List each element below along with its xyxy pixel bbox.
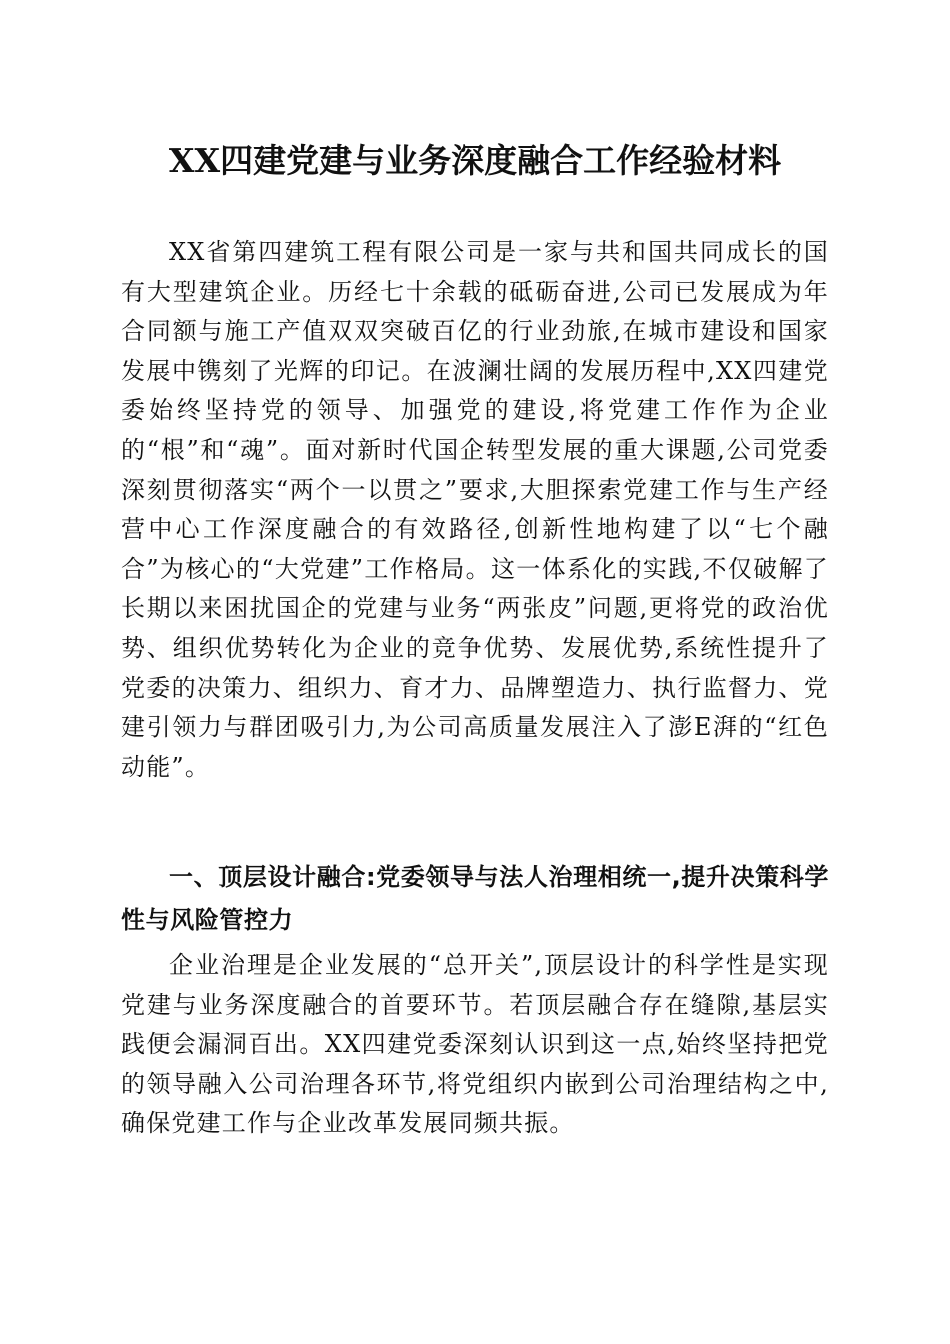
section-paragraph: 企业治理是企业发展的“总开关”,顶层设计的科学性是实现党建与业务深度融合的首要环节。若顶层融合存在缝隙,基层实践便会漏洞百出。XX四建党委深刻认识到这一点,始终坚持把党的领导融入公司治理各环节,将党组织内嵌到公司治理结构之中,确保党建工作与企业改革发展同频共振。 [121,951,829,1138]
section-heading: 一、顶层设计融合:党委领导与法人治理相统一,提升决策科学性与风险管控力 [121,863,829,934]
document-title: XX四建党建与业务深度融合工作经验材料 [168,141,782,180]
intro-paragraph: XX省第四建筑工程有限公司是一家与共和国共同成长的国有大型建筑企业。历经七十余载的砥砺奋进,公司已发展成为年合同额与施工产值双双突破百亿的行业劲旅,在城市建设和国家发展中镌刻了光辉的印记。在波澜壮阔的发展历程中,XX四建党委始终坚持党的领导、加强党的建设,将党建工作作为企业的“根”和“魂”。面对新时代国企转型发展的重大课题,公司党委深刻贯彻落实“两个一以贯之”要求,大胆探索党建工作与生产经营中心工作深度融合的有效路径,创新性地构建了以“七个融合”为核心的“大党建”工作格局。这一体系化的实践,不仅破解了长期以来困扰国企的党建与业务“两张皮”问题,更将党的政治优势、组织优势转化为企业的竞争优势、发展优势,系统性提升了党委的决策力、组织力、育才力、品牌塑造力、执行监督力、党建引领力与群团吸引力,为公司高质量发展注入了澎E湃的“红色动能”。 [121,238,829,781]
